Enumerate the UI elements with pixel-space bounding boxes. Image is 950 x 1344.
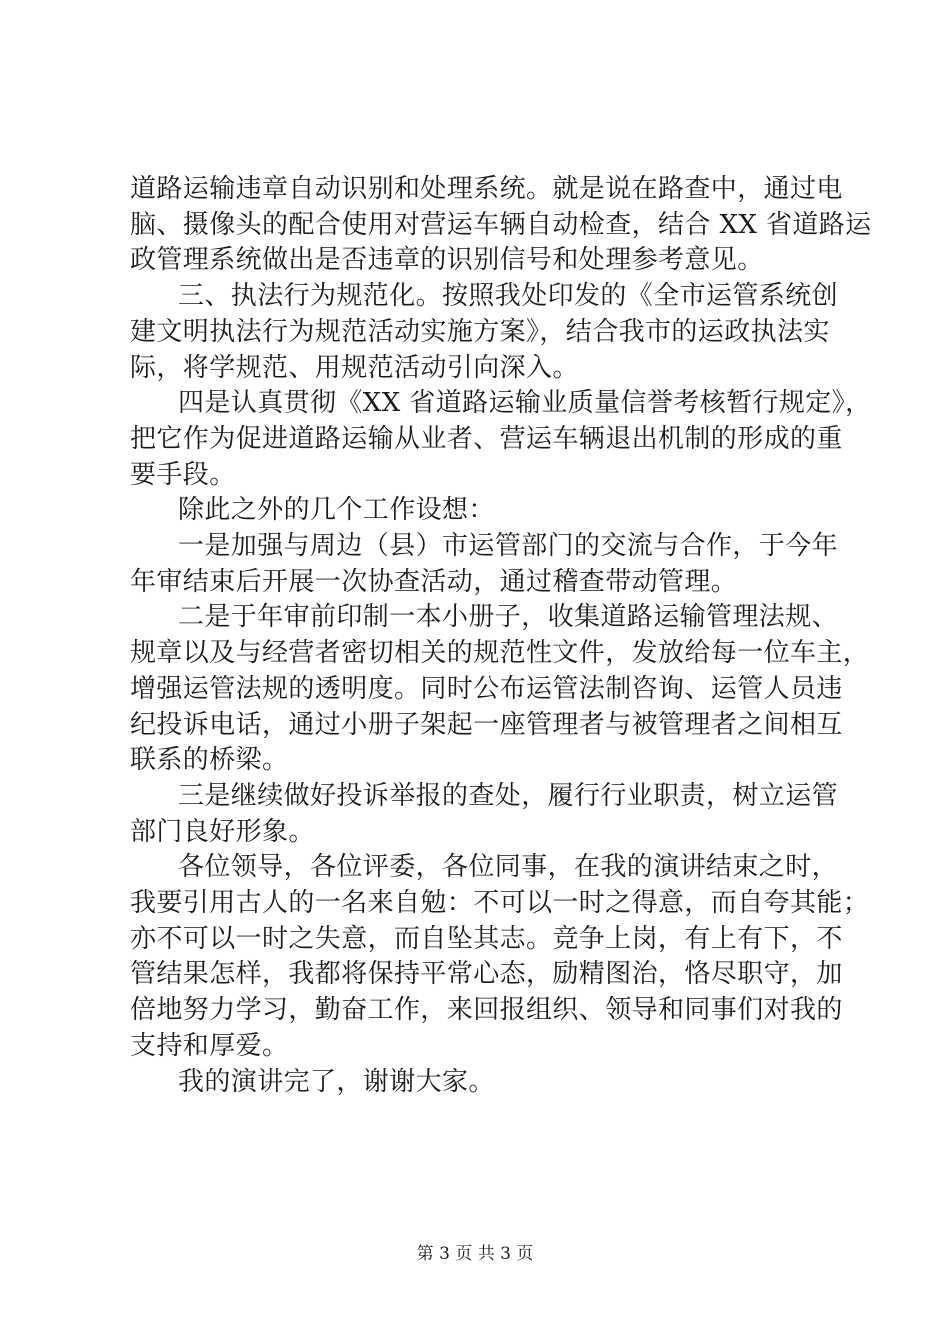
text-line: 管结果怎样，我都将保持平常心态，励精图治，恪尽职守，加: [130, 959, 843, 990]
text-line: 支持和厚爱。: [130, 1030, 289, 1061]
text-line: 除此之外的几个工作设想：: [178, 495, 495, 526]
text-line: 三是继续做好投诉举报的查处，履行行业职责，树立运管: [178, 780, 839, 811]
text-line: 倍地努力学习，勤奋工作，来回报组织、领导和同事们对我的: [130, 995, 843, 1026]
text-line: 道路运输违章自动识别和处理系统。就是说在路查中，通过电: [130, 174, 843, 204]
text-line: 政管理系统做出是否违章的识别信号和处理参考意见。: [130, 245, 764, 276]
paragraph: [130, 172, 872, 279]
page-footer: 第 3 页 共 3 页: [416, 1244, 534, 1264]
paragraph: [130, 279, 840, 386]
text-line: 脑、摄像头的配合使用对营运车辆自动检查，结合 XX 省道路运: [130, 209, 872, 240]
text-line: 建文明执法行为规范活动实施方案》，结合我市的运政执法实: [130, 316, 830, 347]
text-line: 联系的桥梁。: [130, 745, 289, 776]
text-line: 纪投诉电话，通过小册子架起一座管理者与被管理者之间相互: [130, 709, 843, 740]
paragraph: [130, 779, 840, 850]
document-body: [130, 172, 872, 1100]
paragraph: [130, 600, 870, 779]
text-line: 部门良好形象。: [130, 816, 315, 847]
text-line: 各位领导，各位评委，各位同事，在我的演讲结束之时，: [178, 852, 839, 883]
paragraph: [130, 1065, 840, 1101]
text-line: 把它作为促进道路运输从业者、营运车辆退出机制的形成的重: [130, 423, 843, 454]
text-line: 增强运管法规的透明度。同时公布运管法制咨询、运管人员违: [130, 673, 843, 704]
text-line: 四是认真贯彻《XX 省道路运输业质量信誉考核暂行规定》，: [178, 388, 872, 419]
text-line: 二是于年审前印制一本小册子，收集道路运输管理法规、: [178, 602, 839, 633]
paragraph: [130, 529, 840, 600]
text-line: 要手段。: [130, 459, 236, 490]
text-line: 规章以及与经营者密切相关的规范性文件，发放给每一位车主，: [130, 638, 870, 669]
paragraph: [130, 850, 870, 1064]
paragraph: [130, 493, 840, 529]
text-line: 年审结束后开展一次协查活动，通过稽查带动管理。: [130, 566, 738, 597]
text-line: 一是加强与周边（县）市运管部门的交流与合作，于今年: [178, 531, 839, 562]
text-line: 际，将学规范、用规范活动引向深入。: [130, 352, 579, 383]
text-line: 我的演讲完了，谢谢大家。: [178, 1066, 495, 1097]
text-line: 三、执法行为规范化。按照我处印发的《全市运管系统创: [178, 281, 839, 312]
text-line: 亦不可以一时之失意，而自坠其志。竞争上岗，有上有下，不: [130, 923, 843, 954]
paragraph: [130, 386, 872, 493]
text-line: 我要引用古人的一名来自勉：不可以一时之得意，而自夸其能；: [130, 888, 870, 919]
